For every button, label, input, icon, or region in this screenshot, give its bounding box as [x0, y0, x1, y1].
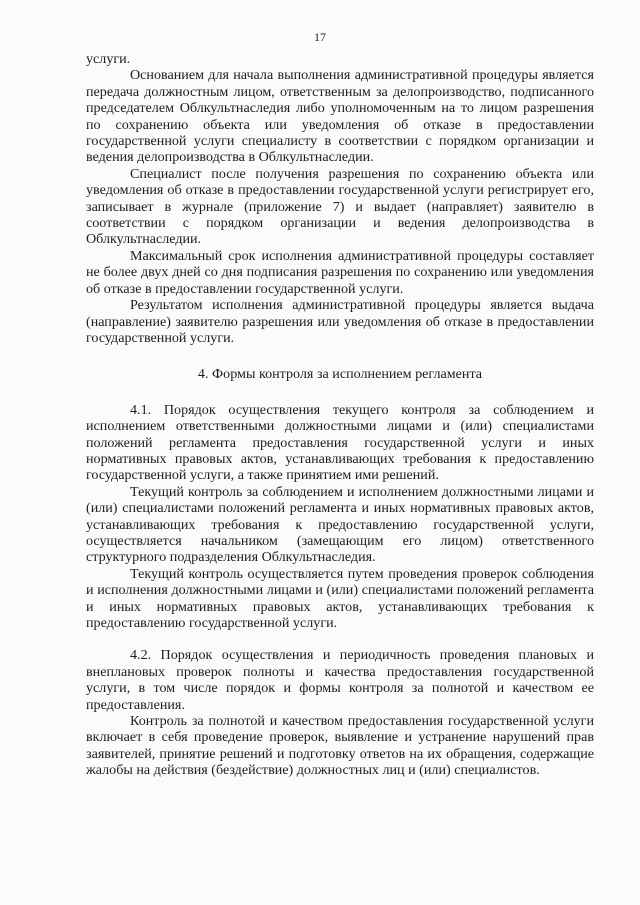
- paragraph-control-method: Текущий контроль осуществляется путем проведения проверок соблюдения и исполнения должностными лицами и (или) специалистами положений регламента и иных нормативных правовых актов, устанавливающих требования к предоставлению государственной услуги.: [86, 565, 594, 631]
- paragraph-4-1: 4.1. Порядок осуществления текущего контроля за соблюдением и исполнением ответственными должностными лицами и (или) специалистами положений регламента предоставления государственной услуги и иных нормативных правовых актов, устанавливающих требования к предоставлению государственной услуги, а также принятием ими решений.: [86, 401, 594, 484]
- paragraph-basis: Основанием для начала выполнения административной процедуры является передача должностным лицом, ответственным за делопроизводство, подписанного председателем Облкультнаследия либо уполномоченным на то лицом разрешения по сохранению объекта или уведомления об отказе в предоставлении государственной услуги специалисту в соответствии с порядком организации и ведения делопроизводства в Облкультнаследии.: [86, 67, 594, 166]
- section-heading: 4. Формы контроля за исполнением регламента: [197, 366, 483, 383]
- document-body: [86, 51, 594, 779]
- page-number: 17: [314, 30, 326, 44]
- paragraph-4-2: 4.2. Порядок осуществления и периодичность проведения плановых и внеплановых проверок полноты и качества предоставления государственной услуги, в том числе порядок и формы контроля за полнотой и качеством ее предоставления.: [86, 647, 594, 713]
- paragraph-current-control: Текущий контроль за соблюдением и исполнением должностными лицами и (или) специалистами положений регламента и иных нормативных правовых актов, устанавливающих требования к предоставлению государственной услуги, осуществляется начальником (замещающим его лицом) ответственного структурного подразделения Облкультнаследия.: [86, 483, 594, 566]
- paragraph-quality-control: Контроль за полнотой и качеством предоставления государственной услуги включает в себя проведение проверок, выявление и устранение нарушений прав заявителей, принятие решений и подготовку ответов на их обращения, содержащие жалобы на действия (бездействие) должностных лиц и (или) специалистов.: [86, 713, 594, 779]
- paragraph-specialist: Специалист после получения разрешения по сохранению объекта или уведомления об отказе в предоставлении государственной услуги регистрирует его, записывает в журнале (приложение 7) и выдает (направляет) заявителю в соответствии с порядком организации и ведения делопроизводства в Облкультнаследии.: [86, 165, 594, 248]
- paragraph-continuation: услуги.: [86, 51, 131, 67]
- paragraph-max-term: Максимальный срок исполнения административной процедуры составляет не более двух дней со дня подписания разрешения по сохранению или уведомления об отказе в предоставлении государственной услуги.: [86, 247, 594, 297]
- paragraph-result: Результатом исполнения административной процедуры является выдача (направление) заявителю разрешения или уведомления об отказе в предоставлении государственной услуги.: [86, 297, 594, 346]
